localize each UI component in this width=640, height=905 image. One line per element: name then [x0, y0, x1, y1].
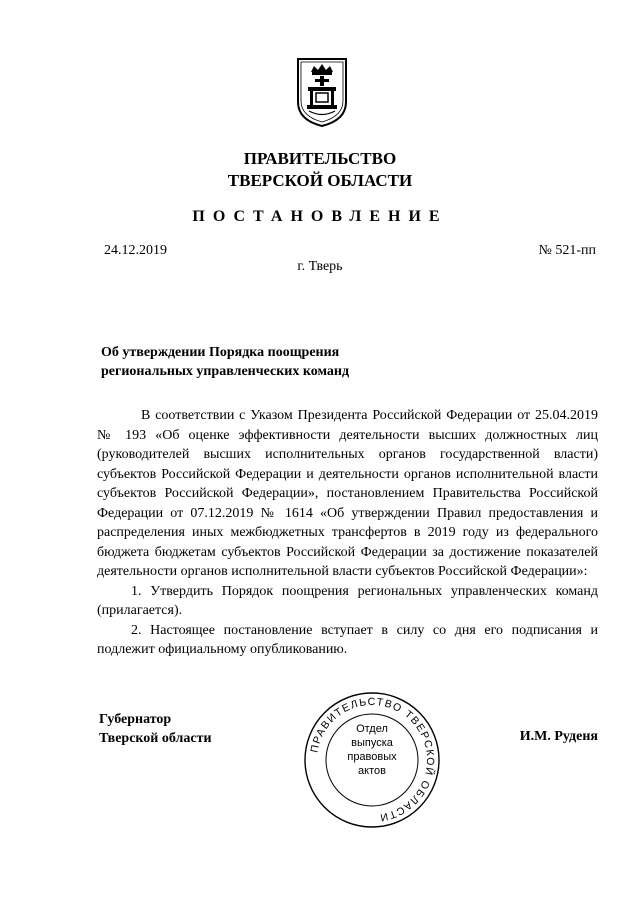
- stamp-line2: выпуска: [351, 737, 393, 749]
- signatory-title-line1: Губернатор: [99, 712, 172, 727]
- subject-line2: региональных управленческих команд: [101, 364, 350, 379]
- signatory-title: [99, 710, 212, 748]
- document-date: 24.12.2019: [104, 243, 167, 258]
- coat-of-arms-icon: [295, 56, 349, 128]
- stamp-center-text: [302, 722, 442, 778]
- document-city: г. Тверь: [297, 259, 343, 274]
- org-name-line1: ПРАВИТЕЛЬСТВО: [243, 149, 397, 168]
- document-body: [97, 406, 598, 660]
- signatory-title-line2: Тверской области: [99, 731, 212, 746]
- document-subject: [101, 343, 421, 381]
- clause-1: 1. Утвердить Порядок поощрения региональных управленческих команд (прилагается).: [97, 583, 598, 618]
- stamp-line4: актов: [358, 765, 386, 777]
- document-type: ПОСТАНОВЛЕНИЕ: [192, 208, 448, 225]
- clause-2: 2. Настоящее постановление вступает в силу со дня его подписания и подлежит официальному опубликованию.: [97, 622, 598, 657]
- preamble-paragraph: В соответствии с Указом Президента Российской Федерации от 25.04.2019 № 193 «Об оценке эффективности деятельности высших должностных лиц (руководителей высших исполнительных органов государственной власти) субъектов Российской Федерации и деятельности органов исполнительной власти субъектов Российской Федерации», постановлением Правительства Российской Федерации от 07.12.2019 № 1614 «Об утверждении Правил предоставления и распределения иных межбюджетных трансфертов в 2019 году из федерального бюджета бюджетам субъектов Российской Федерации за достижение показателей деятельности органов исполнительной власти субъектов Российской Федерации»:: [97, 408, 598, 579]
- stamp-line1: Отдел: [356, 723, 388, 735]
- stamp-ring-text: ПРАВИТЕЛЬСТВО ТВЕРСКОЙ ОБЛАСТИ: [308, 695, 437, 824]
- org-name-line2: ТВЕРСКОЙ ОБЛАСТИ: [227, 171, 413, 190]
- stamp-line3: правовых: [347, 751, 397, 763]
- document-number: № 521-пп: [538, 243, 596, 258]
- signatory-name: И.М. Руденя: [519, 729, 598, 744]
- subject-line1: Об утверждении Порядка поощрения: [101, 345, 340, 360]
